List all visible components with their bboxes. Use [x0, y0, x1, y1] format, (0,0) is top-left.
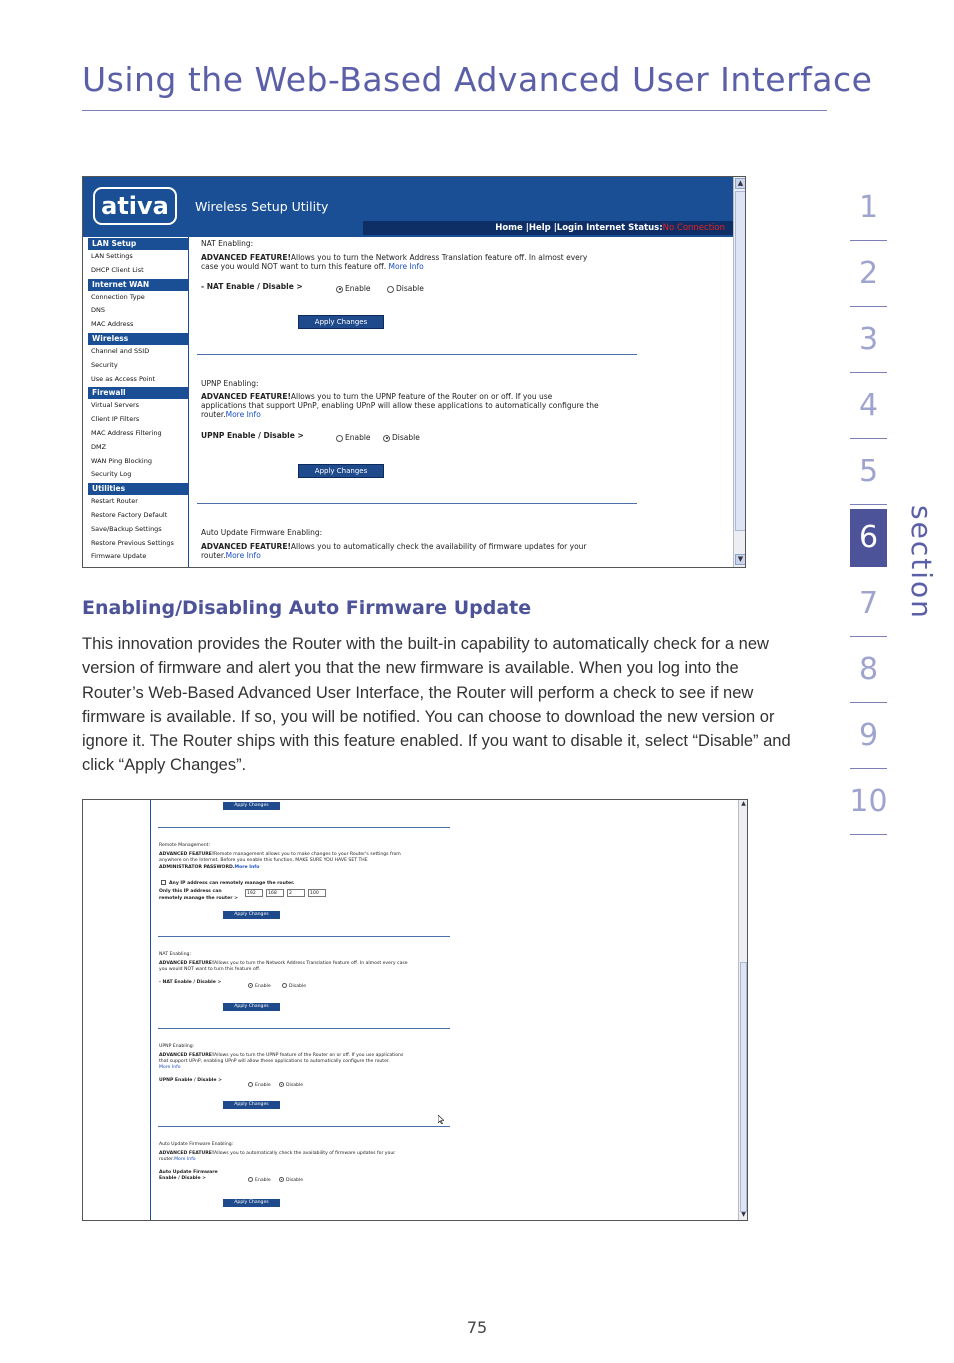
internet-status: No Connection — [662, 223, 725, 233]
auto-more-info-link-2[interactable]: More Info — [174, 1157, 196, 1162]
menu-item[interactable]: Security Log — [91, 470, 132, 479]
remote-description-2: anywhere on the Internet. Before you enable this function, MAKE SURE YOU HAVE SET THE — [159, 858, 368, 863]
menu-item[interactable]: Virtual Servers — [91, 401, 140, 410]
upnp-disable-radio-2[interactable]: Disable — [279, 1082, 303, 1088]
menu-item[interactable]: DNS — [91, 306, 105, 315]
auto-enable-radio[interactable]: Enable — [248, 1177, 271, 1183]
menu-item[interactable]: Client IP Filters — [91, 415, 140, 424]
menu-item[interactable]: LAN Settings — [91, 252, 133, 260]
only-ip-label-2: remotely manage the router > — [159, 896, 238, 901]
side-menu — [88, 237, 189, 568]
upnp-disable-radio[interactable]: Disable — [383, 433, 420, 442]
menu-group-header[interactable]: Wireless — [88, 333, 188, 345]
divider — [197, 354, 637, 355]
upnp-enable-radio[interactable]: Enable — [336, 433, 371, 442]
nat-heading-2: NAT Enabling: — [159, 952, 191, 957]
section-tab-10[interactable]: 10 — [850, 769, 887, 835]
ativa-logo: ativa — [93, 187, 177, 225]
only-ip-label: Only this IP address can — [159, 889, 222, 894]
radio-icon[interactable] — [336, 435, 343, 442]
upnp-heading-2: UPNP Enabling: — [159, 1044, 195, 1049]
menu-item[interactable]: Use as Access Point — [91, 374, 156, 383]
radio-selected-icon[interactable] — [279, 1082, 284, 1087]
auto-update-label-2: Enable / Disable > — [159, 1176, 207, 1181]
mouse-cursor-icon — [438, 1115, 444, 1124]
remote-apply-button[interactable]: Apply Changes — [223, 911, 280, 919]
nat-heading: NAT Enabling: — [201, 239, 254, 248]
divider — [197, 503, 637, 504]
auto-update-description: ADVANCED FEATURE!Allows you to automatically check the availability of firmware updates for your — [201, 542, 587, 551]
nat-description-2: case you would NOT want to turn this feature off. More Info — [201, 262, 424, 271]
menu-item[interactable]: DMZ — [91, 442, 107, 451]
menu-group-header[interactable]: Utilities — [88, 483, 188, 495]
menu-group-header[interactable]: Firewall — [88, 387, 188, 399]
scroll-thumb[interactable] — [735, 191, 746, 531]
any-ip-option[interactable]: Any IP address can remotely manage the router. — [161, 880, 295, 886]
menu-item[interactable]: MAC Address Filtering — [91, 428, 162, 437]
title-rule — [82, 110, 827, 111]
auto-update-label: Auto Update Firmware — [159, 1170, 218, 1175]
nat-disable-radio-2[interactable]: Disable — [282, 983, 306, 989]
auto-more-info-link[interactable]: More Info — [225, 551, 261, 560]
divider — [158, 827, 450, 828]
upnp-apply-button[interactable]: Apply Changes — [298, 464, 384, 478]
radio-icon[interactable] — [248, 1082, 253, 1087]
radio-selected-icon[interactable] — [383, 435, 390, 442]
page-title: Using the Web-Based Advanced User Interface — [82, 60, 873, 99]
section-heading: Enabling/Disabling Auto Firmware Update — [82, 597, 532, 619]
upnp-enable-radio-2[interactable]: Enable — [248, 1082, 271, 1088]
menu-item[interactable]: Firmware Update — [91, 552, 147, 561]
remote-description-3: ADMINISTRATOR PASSWORD.More Info — [159, 865, 260, 870]
menu-item[interactable]: Connection Type — [91, 292, 145, 301]
divider — [158, 936, 450, 937]
menu-item[interactable]: Security — [91, 360, 118, 369]
scroll-down-icon[interactable]: ▼ — [741, 1211, 746, 1218]
remote-heading: Remote Management: — [159, 843, 210, 848]
settings-content — [195, 237, 735, 568]
nat-disable-radio[interactable]: Disable — [387, 284, 424, 293]
radio-selected-icon[interactable] — [279, 1177, 284, 1182]
section-tab-7[interactable]: 7 — [850, 571, 887, 637]
upnp-toggle-label: UPNP Enable / Disable > — [201, 431, 304, 440]
scroll-up-icon[interactable]: ▲ — [741, 800, 746, 807]
section-tab-5[interactable]: 5 — [850, 439, 887, 505]
menu-item[interactable]: Restore Factory Default — [91, 510, 168, 519]
nat-description: ADVANCED FEATURE!Allows you to turn the Network Address Translation feature off. In almost every — [201, 253, 588, 262]
divider — [158, 1126, 450, 1127]
menu-group-header[interactable]: LAN Setup — [88, 238, 188, 250]
upnp-description-b2: that support UPnP, enabling UPnP will allow these applications to automatically configure the router. — [159, 1059, 390, 1064]
radio-icon[interactable] — [282, 983, 287, 988]
menu-item[interactable]: Save/Backup Settings — [91, 524, 162, 533]
auto-apply-button[interactable]: Apply Changes — [223, 1199, 280, 1207]
upnp-heading: UPNP Enabling: — [201, 379, 259, 388]
top-apply-button[interactable]: Apply Changes — [223, 802, 280, 810]
section-tab-8[interactable]: 8 — [850, 637, 887, 703]
section-tab-2[interactable]: 2 — [850, 241, 887, 307]
upnp-more-info-link[interactable]: More Info — [225, 410, 261, 419]
auto-disable-radio[interactable]: Disable — [279, 1177, 303, 1183]
ip-octet-2[interactable]: 168 — [266, 889, 284, 897]
menu-item[interactable]: WAN Ping Blocking — [91, 456, 152, 465]
router-screenshot-2 — [82, 799, 748, 1221]
ip-octet-1[interactable]: 192 — [245, 889, 263, 897]
section-tab-3[interactable]: 3 — [850, 307, 887, 373]
upnp-toggle-label-2: UPNP Enable / Disable > — [159, 1078, 222, 1083]
auto-update-heading: Auto Update Firmware Enabling: — [201, 528, 323, 537]
upnp-description-3: router.More Info — [201, 410, 261, 419]
top-nav-links[interactable]: Home |Help |Login Internet Status: — [495, 223, 663, 233]
upnp-description-b: ADVANCED FEATURE!Allows you to turn the UPNP feature of the Router on or off. If you use applications — [159, 1053, 404, 1058]
nat-apply-button-2[interactable]: Apply Changes — [223, 1003, 280, 1011]
nat-enable-radio-2[interactable]: Enable — [248, 983, 271, 989]
nat-more-info-link[interactable]: More Info — [388, 262, 424, 271]
nat-toggle-label: - NAT Enable / Disable > — [201, 282, 303, 291]
section-tab-4[interactable]: 4 — [850, 373, 887, 439]
upnp-description-2: applications that support UPnP, enabling UPnP will allow these applications to automatically configure the — [201, 401, 599, 410]
remote-description: ADVANCED FEATURE!Remote management allows you to make changes to your Router's settings from — [159, 852, 401, 857]
top-nav-bar[interactable] — [363, 221, 733, 235]
radio-selected-icon[interactable] — [336, 286, 343, 293]
menu-item[interactable]: Restart Router — [91, 497, 138, 506]
page-number: 75 — [466, 1318, 488, 1337]
scroll-up-icon[interactable]: ▲ — [735, 178, 746, 189]
nat-apply-button[interactable]: Apply Changes — [298, 315, 384, 329]
upnp-description: ADVANCED FEATURE!Allows you to turn the UPNP feature of the Router on or off. If you use — [201, 392, 553, 401]
section-tab-1[interactable]: 1 — [850, 175, 887, 241]
section-nav — [850, 175, 887, 835]
scrollbar-2[interactable] — [738, 800, 748, 1221]
nat-toggle-label-2: - NAT Enable / Disable > — [159, 980, 222, 985]
ip-octet-3[interactable]: 2 — [287, 889, 305, 897]
side-menu-blank — [83, 800, 151, 1221]
auto-update-description-2: router.More Info — [201, 551, 261, 560]
menu-item[interactable]: Restore Previous Settings — [91, 538, 174, 547]
radio-selected-icon[interactable] — [248, 983, 253, 988]
body-paragraph: This innovation provides the Router with the built-in capability to automatically check for a new version of firmware and alert you that the new firmware is available. When you log into the Router’s Web-Based Advanced User Interface, the Router will perform a check to see if new firmware is available. If so, you will be notified. You can choose to download the new version or ignore it. The Router ships with this feature enabled. If you want to disable it, select “Disable” and click “Apply Changes”. — [82, 635, 791, 775]
router-screenshot-1 — [82, 176, 746, 568]
checkbox-icon[interactable] — [161, 880, 166, 885]
section-label: section — [905, 505, 938, 620]
menu-item[interactable]: DHCP Client List — [91, 265, 144, 274]
nat-description-b: ADVANCED FEATURE!Allows you to turn the Network Address Translation feature off. In almost every case — [159, 961, 408, 966]
app-header — [83, 177, 733, 237]
ip-octet-4[interactable]: 100 — [308, 889, 326, 897]
settings-content-2 — [158, 800, 458, 1221]
upnp-more-info-link-2[interactable]: More Info — [159, 1065, 181, 1070]
radio-icon[interactable] — [248, 1177, 253, 1182]
menu-item[interactable]: Channel and SSID — [91, 346, 150, 355]
auto-update-description-b2: router.More Info — [159, 1157, 196, 1162]
menu-group-header[interactable]: Internet WAN — [88, 279, 188, 291]
auto-update-description-b: ADVANCED FEATURE!Allows you to automatically check the availability of firmware updates for your — [159, 1151, 396, 1156]
menu-item[interactable]: MAC Address — [91, 320, 134, 329]
upnp-description-b3 — [159, 1065, 181, 1070]
divider — [158, 1028, 450, 1029]
scroll-down-icon[interactable]: ▼ — [735, 554, 746, 565]
scrollbar[interactable] — [733, 177, 746, 568]
radio-icon[interactable] — [387, 286, 394, 293]
scroll-thumb[interactable] — [740, 962, 747, 1212]
auto-update-heading-2: Auto Update Firmware Enabling: — [159, 1142, 234, 1147]
nat-enable-radio[interactable]: Enable — [336, 284, 371, 293]
ip-address-fields[interactable] — [245, 889, 329, 897]
remote-more-info-link[interactable]: More Info — [234, 865, 260, 870]
upnp-apply-button-2[interactable]: Apply Changes — [223, 1101, 280, 1109]
section-tab-9[interactable]: 9 — [850, 703, 887, 769]
nat-description-b2: you would NOT want to turn this feature off. — [159, 967, 261, 972]
app-title: Wireless Setup Utility — [195, 199, 329, 214]
section-tab-6[interactable]: 6 — [850, 509, 887, 567]
